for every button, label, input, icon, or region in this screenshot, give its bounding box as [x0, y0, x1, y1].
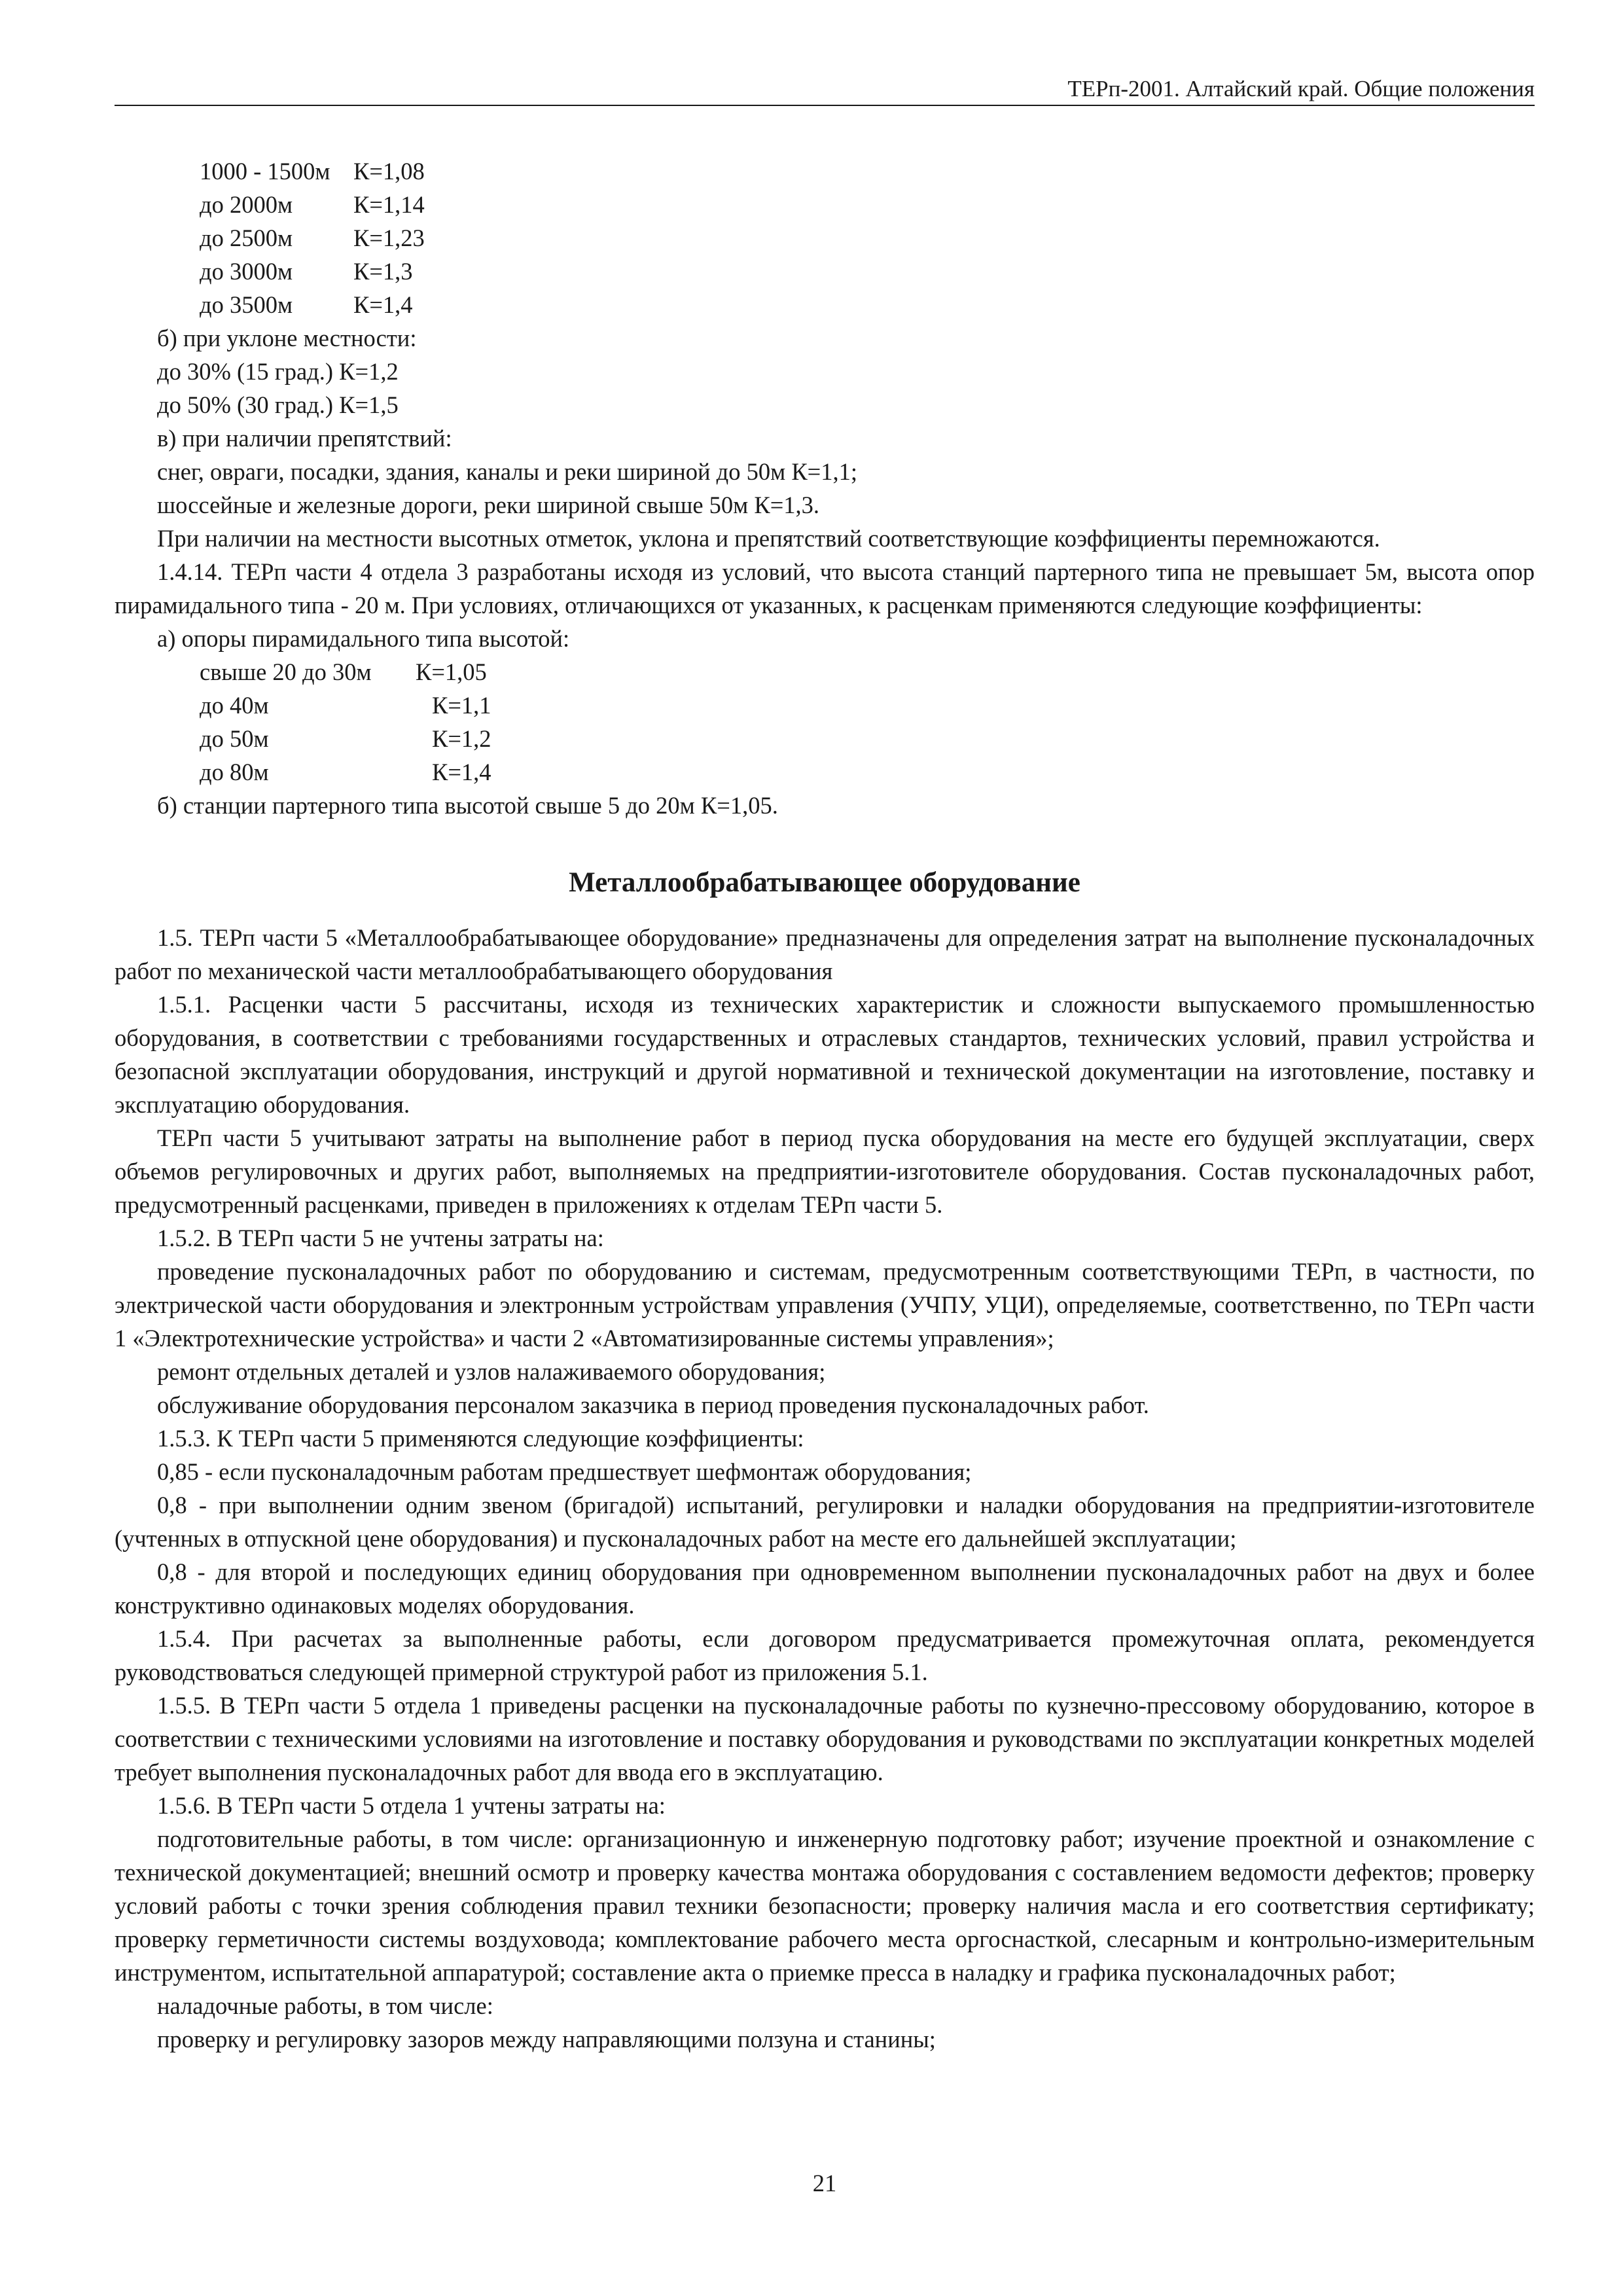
coef-row: до 2000м К=1,14 [200, 191, 425, 218]
paragraph-1-5: 1.5. ТЕРп части 5 «Металлообрабатывающее оборудование» предназначены для определения затрат на выполнение пусконаладочных работ по механической части металлообрабатывающего оборудования [115, 924, 1535, 984]
running-header: ТЕРп-2001. Алтайский край. Общие положения [1067, 76, 1535, 101]
paragraph: 0,85 - если пусконаладочным работам предшествует шефмонтаж оборудования; [157, 1458, 972, 1485]
paragraph: проведение пусконаладочных работ по оборудованию и системам, предусмотренным соответствующими ТЕРп, в частности, по электрической части оборудования и электронным устройствам управления (УЧПУ, УЦИ), определяемые, соответственно, по ТЕРп части 1 «Электротехнические устройства» и части 2 «Автоматизированные системы управления»; [115, 1258, 1535, 1352]
coef-row: свыше 20 до 30м К=1,05 [200, 658, 487, 685]
coef-row: до 2500м К=1,23 [200, 224, 425, 251]
paragraph-1-4-14: 1.4.14. ТЕРп части 4 отдела 3 разработаны исходя из условий, что высота станций партерного типа не превышает 5м, высота опор пирамидального типа - 20 м. При условиях, отличающихся от указанных, к расценкам применяются следующие коэффициенты: [115, 558, 1535, 619]
paragraph: наладочные работы, в том числе: [157, 1992, 493, 2019]
coef-row: 1000 - 1500м К=1,08 [200, 158, 425, 185]
slope-item: до 50% (30 град.) К=1,5 [157, 391, 399, 418]
paragraph: ТЕРп части 5 учитывают затраты на выполнение работ в период пуска оборудования на месте его будущей эксплуатации, сверх объемов регулировочных и других работ, выполняемых на предприятии-изготовителе оборудования. Состав пусконаладочных работ, предусмотренный расценками, приведен в приложениях к отделам ТЕРп части 5. [115, 1124, 1535, 1218]
coef-row: до 3000м К=1,3 [200, 258, 413, 285]
document-page [115, 0, 1535, 2296]
pyramid-title: а) опоры пирамидального типа высотой: [157, 625, 570, 652]
paragraph-1-5-4: 1.5.4. При расчетах за выполненные работы, если договором предусматривается промежуточная оплата, рекомендуется руководствоваться следующей примерной структурой работ из приложения 5.1. [115, 1625, 1535, 1685]
paragraph: ремонт отдельных деталей и узлов налаживаемого оборудования; [157, 1358, 826, 1385]
paragraph: При наличии на местности высотных отметок, уклона и препятствий соответствующие коэффициенты перемножаются. [157, 525, 1380, 552]
paragraph-1-5-5: 1.5.5. В ТЕРп части 5 отдела 1 приведены расценки на пусконаладочные работы по кузнечно-прессовому оборудованию, которое в соответствии с техническими условиями на изготовление и поставку оборудования и руководствами по эксплуатации конкретных моделей требует выполнения пусконаладочных работ для ввода его в эксплуатацию. [115, 1692, 1535, 1785]
coef-row: до 80м К=1,4 [200, 759, 491, 785]
paragraph: проверку и регулировку зазоров между направляющими ползуна и станины; [157, 2026, 936, 2053]
slope-title: б) при уклоне местности: [157, 325, 417, 351]
paragraph-1-5-2: 1.5.2. В ТЕРп части 5 не учтены затраты на: [157, 1225, 604, 1251]
coef-row: до 50м К=1,2 [200, 725, 491, 752]
paragraph-1-5-1: 1.5.1. Расценки части 5 рассчитаны, исходя из технических характеристик и сложности выпускаемого промышленностью оборудования, в соответствии с требованиями государственных и отраслевых стандартов, технических условий, правил устройства и безопасной эксплуатации оборудования, инструкций и другой нормативной и технической документации на изготовление, поставку и эксплуатацию оборудования. [115, 991, 1535, 1118]
section-title: Металлообрабатывающее оборудование [569, 867, 1080, 898]
page-content [115, 154, 1535, 2056]
paragraph: 0,8 - при выполнении одним звеном (бригадой) испытаний, регулировки и наладки оборудования на предприятии-изготовителе (учтенных в отпускной цене оборудования) и пусконаладочных работ на месте его дальнейшей эксплуатации; [115, 1492, 1535, 1552]
parterre-line: б) станции партерного типа высотой свыше 5 до 20м К=1,05. [157, 792, 778, 819]
slope-item: до 30% (15 град.) К=1,2 [157, 358, 399, 385]
coef-row: до 40м К=1,1 [200, 692, 491, 719]
paragraph-1-5-3: 1.5.3. К ТЕРп части 5 применяются следующие коэффициенты: [157, 1425, 804, 1452]
paragraph: обслуживание оборудования персоналом заказчика в период проведения пусконаладочных работ. [157, 1391, 1149, 1418]
page-number: 21 [812, 2170, 837, 2197]
paragraph-1-5-6: 1.5.6. В ТЕРп части 5 отдела 1 учтены затраты на: [157, 1792, 666, 1819]
coef-row: до 3500м К=1,4 [200, 291, 413, 318]
paragraph: подготовительные работы, в том числе: организационную и инженерную подготовку работ; изучение проектной и ознакомление с технической документацией; внешний осмотр и проверку качества монтажа оборудования с составлением ведомости дефектов; проверку условий работы с точки зрения соблюдения правил техники безопасности; проверку наличия масла и его соответствия сертификату; проверку герметичности системы воздуховода; комплектование рабочего места оргоснасткой, слесарным и контрольно-измерительным инструментом, испытательной аппаратурой; составление акта о приемке пресса в наладку и графика пусконаладочных работ; [115, 1825, 1535, 1986]
obstacles-item: снег, овраги, посадки, здания, каналы и реки шириной до 50м К=1,1; [157, 458, 858, 485]
paragraph: 0,8 - для второй и последующих единиц оборудования при одновременном выполнении пусконаладочных работ на двух и более конструктивно одинаковых моделях оборудования. [115, 1558, 1535, 1619]
obstacles-title: в) при наличии препятствий: [157, 425, 452, 452]
header-rule [115, 105, 1535, 106]
obstacles-item: шоссейные и железные дороги, реки шириной свыше 50м К=1,3. [157, 492, 820, 518]
